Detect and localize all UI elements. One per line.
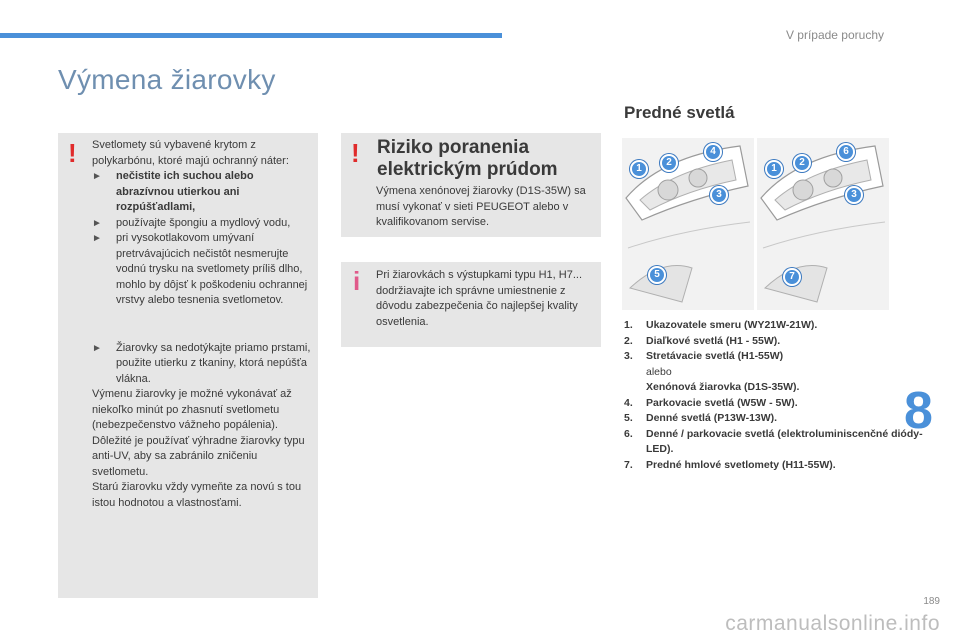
care-intro: Svetlomety sú vybavené krytom z polykarbónu, ktoré majú ochranný náter:: [92, 139, 289, 167]
diagram-badge: 2: [793, 154, 811, 172]
diagram-badge: 2: [660, 154, 678, 172]
arrow-bullet-icon: ►: [92, 171, 102, 182]
shock-warning-text: Výmena xenónovej žiarovky (D1S-35W) sa musí vykonať v sieti PEUGEOT alebo v kvalifikovanom servise.: [376, 185, 586, 228]
diagram-badge: 1: [630, 160, 648, 178]
list-item: 2. Diaľkové svetlá (H1 - 55W).: [624, 334, 781, 347]
headlight-diagram-left: [622, 138, 754, 310]
header-accent-bar: [0, 33, 502, 38]
arrow-bullet-icon: ►: [92, 233, 102, 244]
list-item: 3. Stretávacie svetlá (H1-55W): [624, 350, 784, 362]
burn-warning: Výmenu žiarovky je možné vykonávať až niekoľko minút po zhasnutí svetlometu (nebezpečenstvo vážneho popálenia).: [92, 388, 292, 431]
diagram-badge: 5: [648, 266, 666, 284]
arrow-bullet-icon: ►: [92, 342, 102, 354]
shock-warning-title: Riziko poranenia elektrickým prúdom: [377, 137, 558, 180]
anti-uv-note: Dôležité je používať výhradne žiarovky typu anti-UV, aby sa zabránilo zničeniu svetlometu.: [92, 434, 305, 478]
list-item: ► používajte špongiu a mydlový vodu,: [92, 216, 314, 232]
diagram-badge: 7: [783, 268, 801, 286]
care-warning-text: [92, 138, 314, 511]
list-item: 4. Parkovacie svetlá (W5W - 5W).: [624, 396, 798, 409]
list-item: ► pri vysokotlakovom umývaní pretrvávajúcich nečistôt nesmerujte vodnú trysku na svetlomety príliš dlho, mohlo by dôjsť k poškodeniu ochrannej vrstvy alebo tesnenia svetlometov.: [92, 231, 314, 309]
page-title: Výmena žiarovky: [58, 64, 276, 95]
watermark: carmanualsonline.info: [725, 612, 940, 635]
diagram-badge: 3: [710, 186, 728, 204]
diagram-badge: 6: [837, 143, 855, 161]
replace-note: Starú žiarovku vždy vymeňte za novú s tou istou hodnotou a vlastnosťami.: [92, 481, 302, 509]
info-text: Pri žiarovkách s výstupkami typu H1, H7... dodržiavajte ich správne umiestnenie z dôvodu zabezpečenia čo najlepšej kvality osvetlenia.: [376, 269, 583, 328]
section-title: V prípade poruchy: [785, 28, 884, 42]
list-item: 5. Denné svetlá (P13W-13W).: [624, 412, 778, 424]
chapter-number: 8: [904, 382, 933, 440]
warning-exclamation-icon: !: [68, 138, 77, 168]
front-lights-list: [624, 318, 924, 473]
info-icon: i: [353, 266, 361, 296]
diagram-badge: 1: [765, 160, 783, 178]
list-item: Xenónová žiarovka (D1S-35W).: [646, 381, 800, 393]
list-item: 6. Denné / parkovacie svetlá (elektroluminiscenčné diódy-LED).: [624, 427, 923, 455]
arrow-bullet-icon: ►: [92, 217, 102, 229]
list-item: ► Žiarovky sa nedotýkajte priamo prstami, použite utierku z tkaniny, ktorá nepúšťa vlákna.: [92, 341, 314, 388]
list-item: alebo: [646, 365, 672, 378]
page-number: 189: [923, 596, 940, 607]
list-item: ► nečistite ich suchou alebo abrazívnou utierkou ani rozpúšťadlami,: [92, 169, 314, 216]
headlight-diagram-right: [757, 138, 889, 310]
list-item: 1. Ukazovatele smeru (WY21W-21W).: [624, 319, 818, 331]
front-lights-title: Predné svetlá: [624, 103, 735, 122]
list-item: 7. Predné hmlové svetlomety (H11-55W).: [624, 458, 836, 471]
diagram-badge: 4: [704, 143, 722, 161]
diagram-badge: 3: [845, 186, 863, 204]
warning-exclamation-icon: !: [351, 138, 360, 168]
